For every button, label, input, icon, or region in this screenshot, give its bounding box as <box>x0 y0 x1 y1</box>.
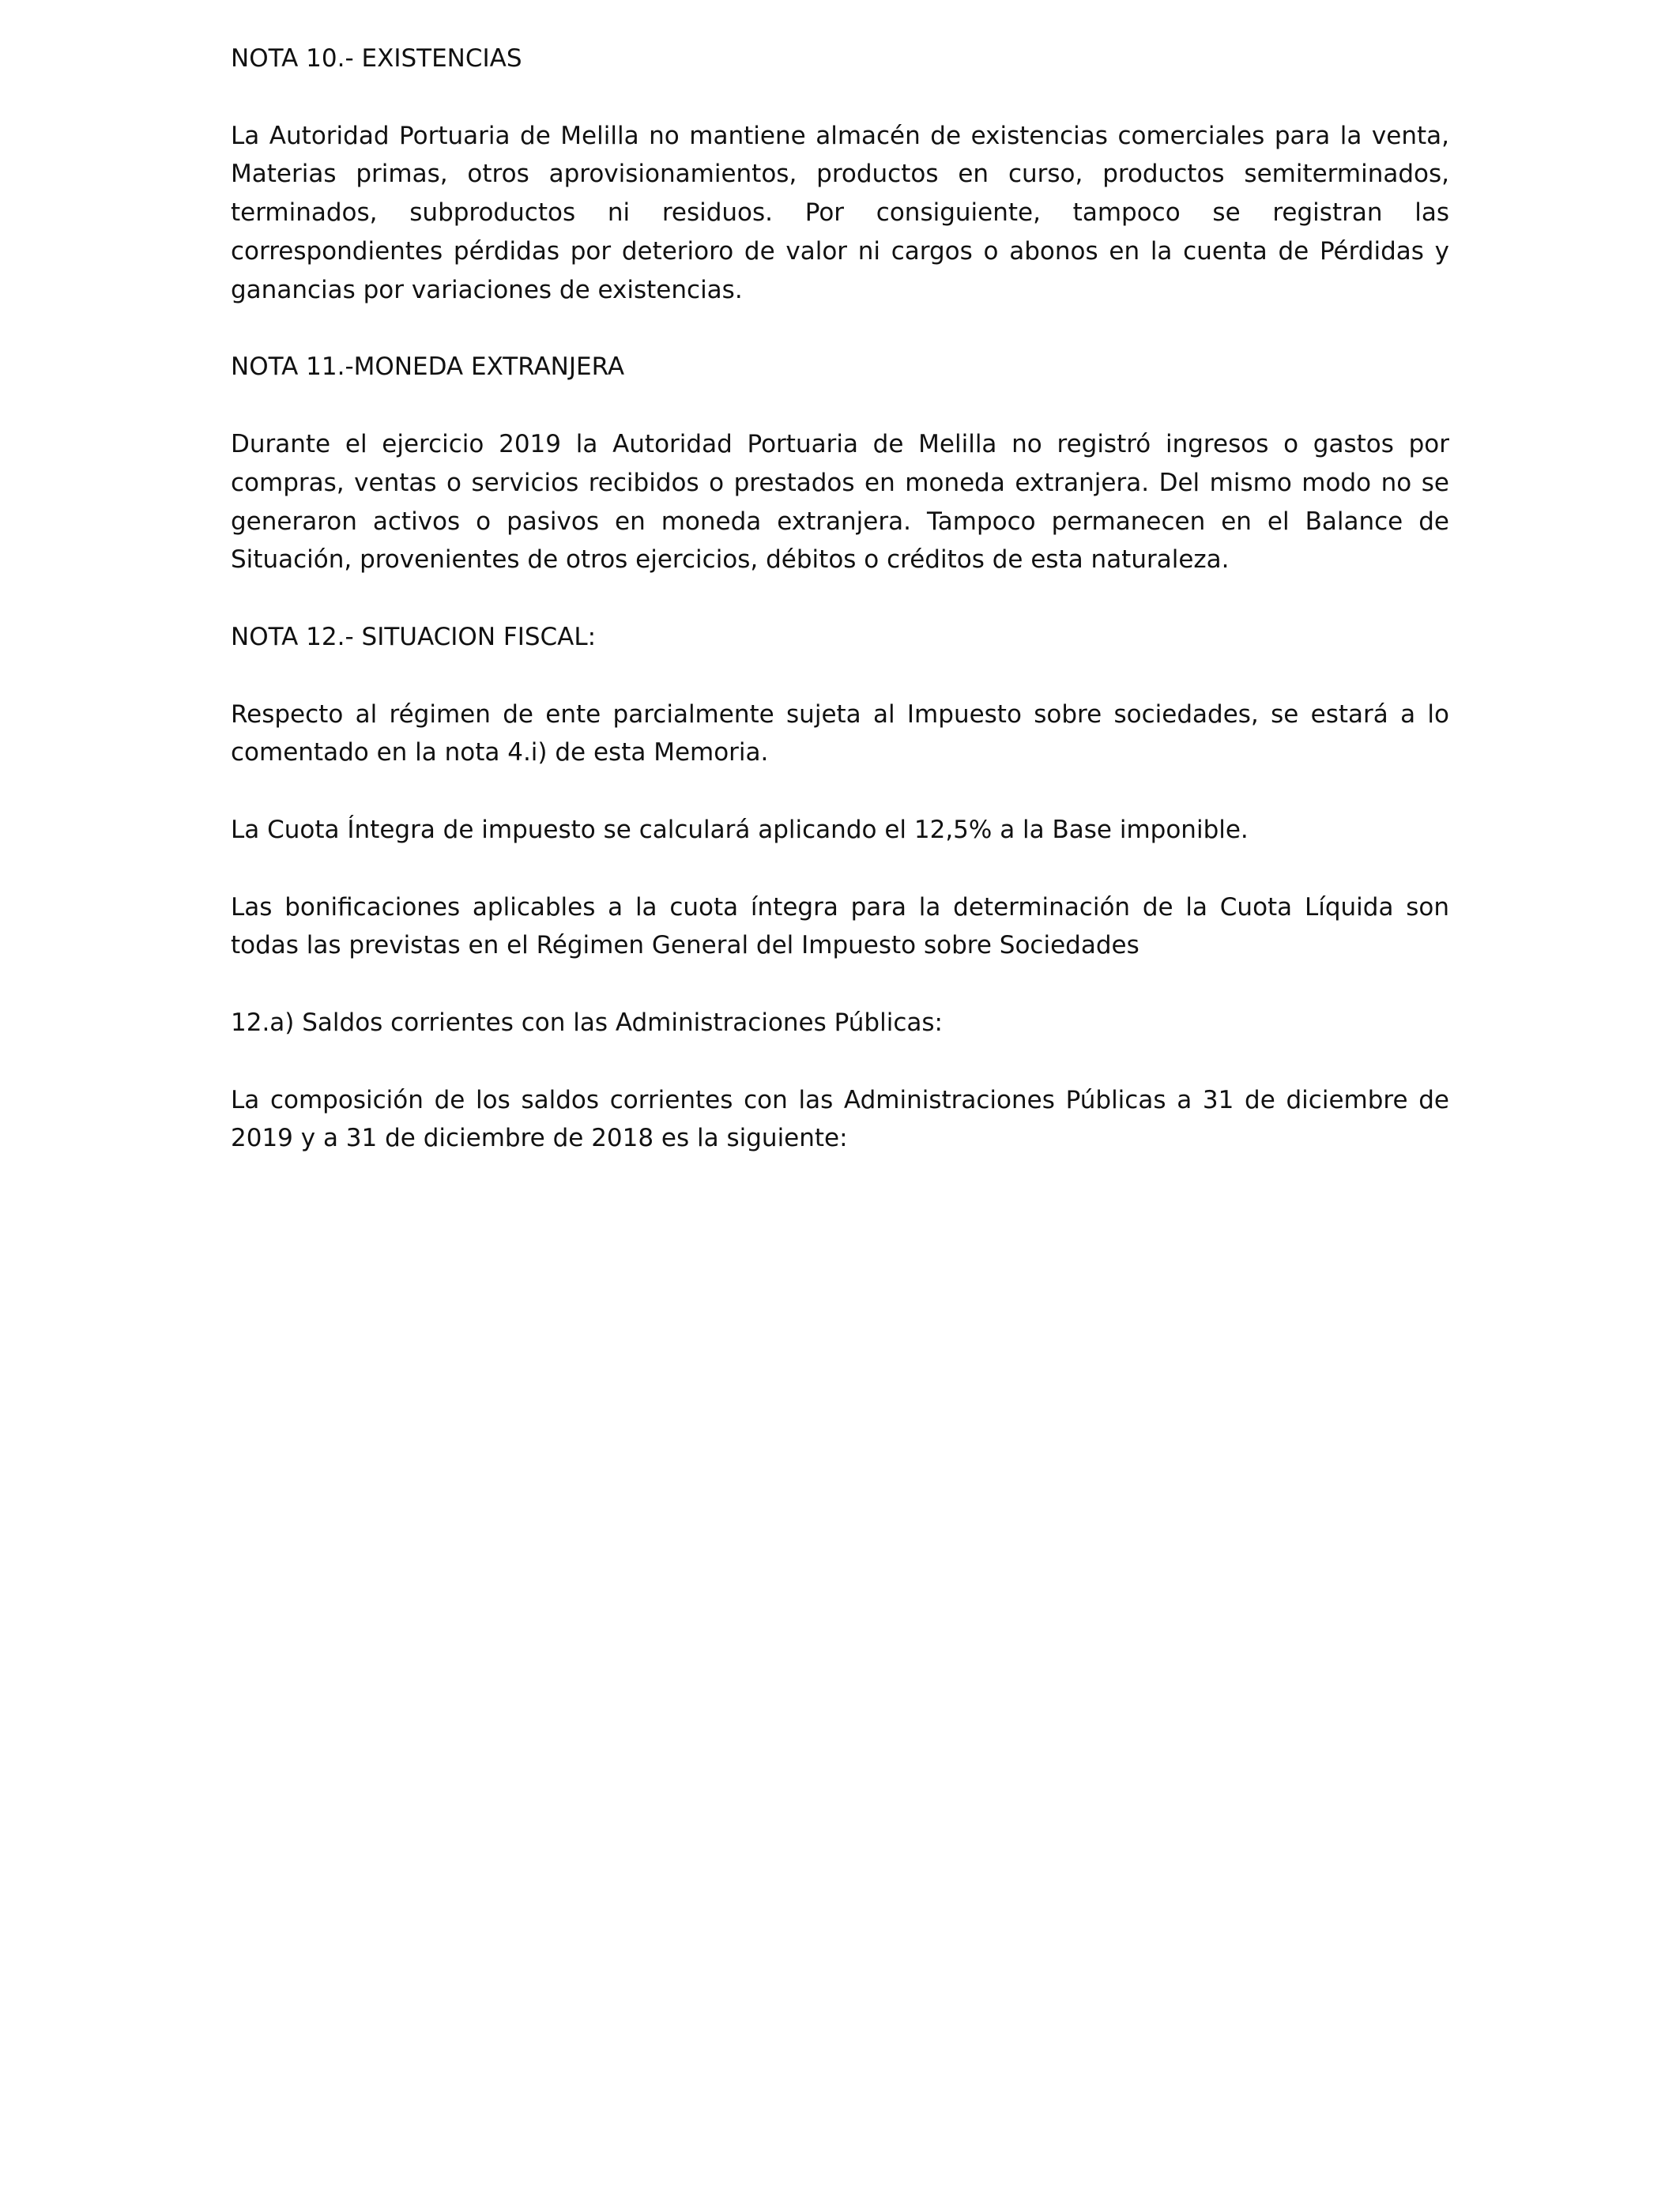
nota-10-paragraph: La Autoridad Portuaria de Melilla no mantiene almacén de existencias comerciales para la venta, Materias primas, otros aprovisionamientos, productos en curso, productos semiterminados, terminados, subproductos ni residuos. Por consiguiente, tampoco se registran las correspondientes pérdidas por deterioro de valor ni cargos o abonos en la cuenta de Pérdidas y ganancias por variaciones de existencias. <box>231 121 1449 304</box>
spacer <box>231 579 1449 618</box>
spacer <box>231 772 1449 811</box>
nota-12-paragraph-regimen: Respecto al régimen de ente parcialmente sujeta al Impuesto sobre sociedades, se estará a lo comentado en la nota 4.i) de esta Memoria. <box>231 699 1449 767</box>
nota-12-paragraph-bonificaciones: Las bonificaciones aplicables a la cuota íntegra para la determinación de la Cuota Líquida son todas las previstas en el Régimen General del Impuesto sobre Sociedades <box>231 892 1449 960</box>
spacer <box>231 965 1449 1004</box>
nota-11-paragraph: Durante el ejercicio 2019 la Autoridad Portuaria de Melilla no registró ingresos o gastos por compras, ventas o servicios recibidos o prestados en moneda extranjera. Del mismo modo no se generaron activos o pasivos en moneda extranjera. Tampoco permanecen en el Balance de Situación, provenientes de otros ejercicios, débitos o créditos de esta naturaleza. <box>231 429 1449 575</box>
nota-10-heading: NOTA 10.- EXISTENCIAS <box>231 44 522 73</box>
nota-12-heading: NOTA 12.- SITUACION FISCAL: <box>231 622 597 651</box>
spacer <box>231 657 1449 696</box>
spacer <box>231 310 1449 349</box>
nota-11-heading: NOTA 11.-MONEDA EXTRANJERA <box>231 352 625 382</box>
spacer <box>231 1042 1449 1081</box>
nota-12a-paragraph: La composición de los saldos corrientes con las Administraciones Públicas a 31 de diciembre de 2019 y a 31 de diciembre de 2018 es la siguiente: <box>231 1085 1449 1153</box>
spacer <box>231 78 1449 117</box>
spacer <box>231 386 1449 425</box>
nota-12-paragraph-cuota: La Cuota Íntegra de impuesto se calculará aplicando el 12,5% a la Base imponible. <box>231 815 1249 844</box>
nota-12a-subheading: 12.a) Saldos corrientes con las Administraciones Públicas: <box>231 1008 943 1037</box>
spacer <box>231 850 1449 888</box>
